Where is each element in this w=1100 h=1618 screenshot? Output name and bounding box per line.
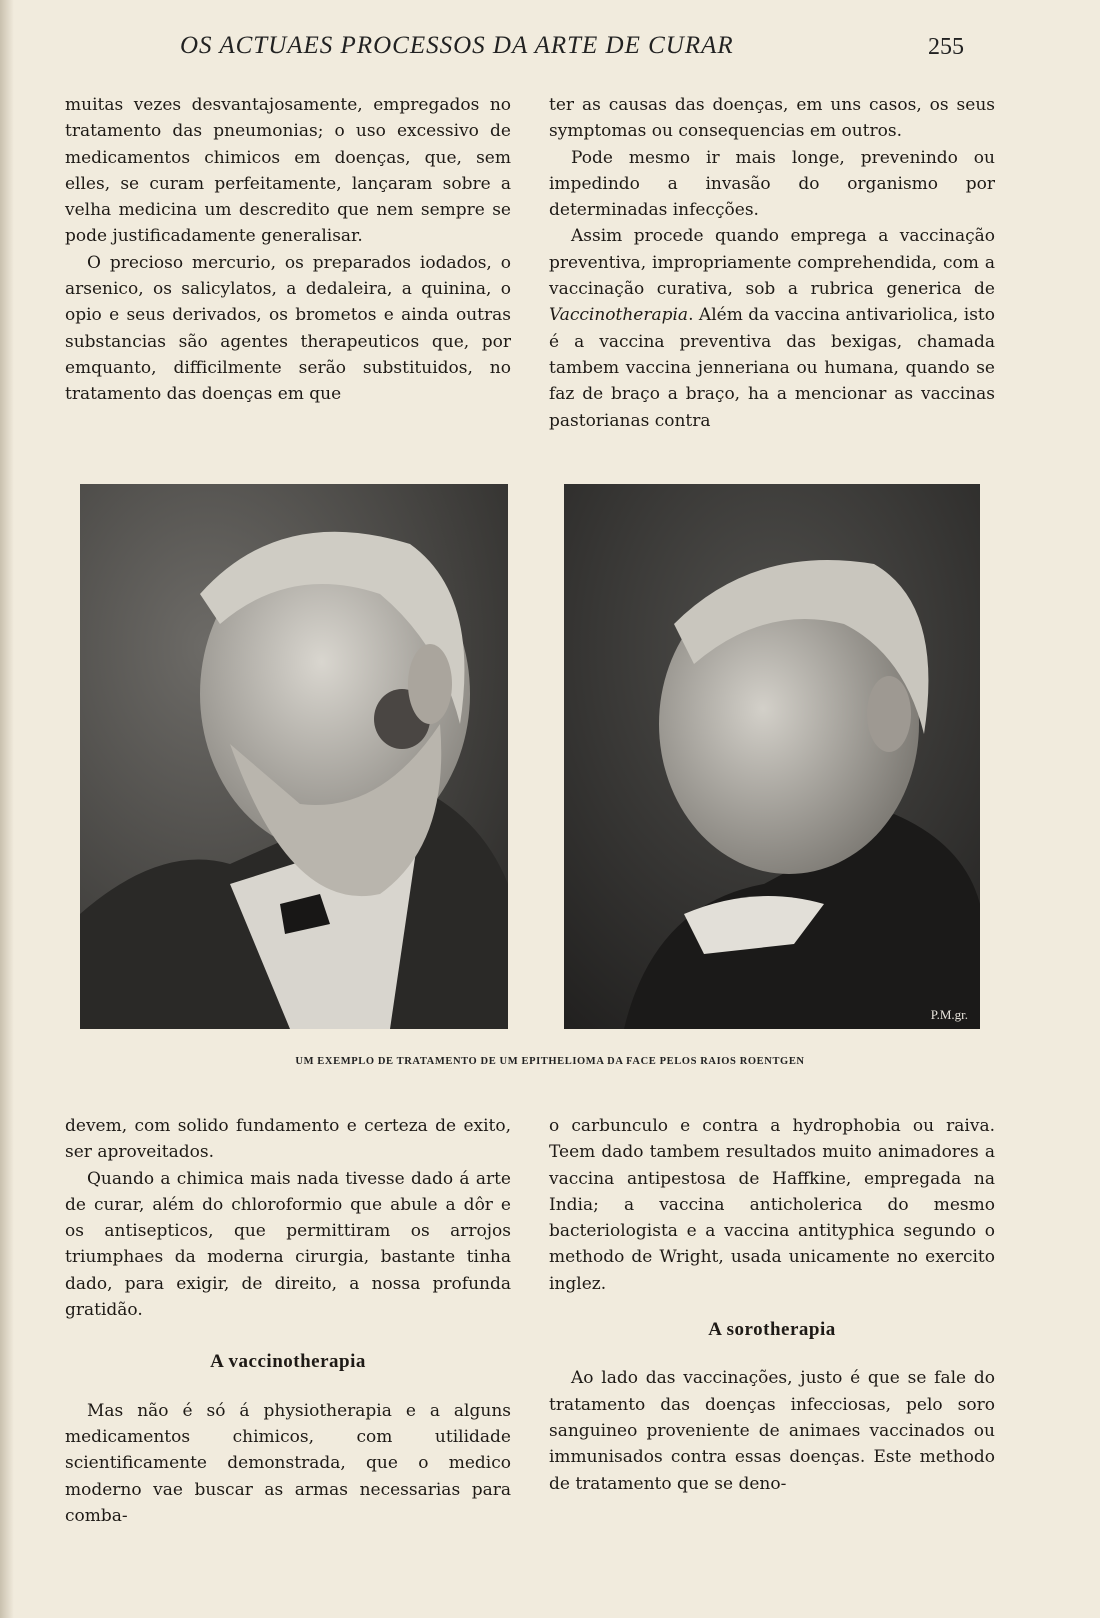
- paragraph: Ao lado das vaccinações, justo é que se fale do tratamento das doenças infecciosas, pelo soro sanguineo proveniente de animaes vaccinados ou immunisados contra essas doenças. Este methodo de tratamento que se deno-: [549, 1368, 995, 1494]
- binding-shadow: [0, 0, 14, 1618]
- section-heading: A sorotherapia: [708, 1319, 836, 1341]
- top-left-column: [65, 92, 511, 408]
- italic-term: Vaccinotherapia: [549, 305, 689, 326]
- paragraph-text: . Além da vaccina antivariolica, isto é a vaccina preventiva das bexigas, chamada tambem vaccina jenneriana ou humana, quando se faz de braço a braço, ha a mencionar as vaccinas pastorianas contra: [549, 305, 995, 431]
- section-heading: A vaccinotherapia: [210, 1351, 366, 1373]
- paragraph: ter as causas das doenças, em uns casos, os seus symptomas ou consequencias em outros.: [549, 95, 995, 142]
- paragraph: [549, 223, 995, 433]
- paragraph: devem, com solido fundamento e certeza de exito, ser aproveitados.: [65, 1116, 511, 1163]
- portrait-after-treatment: [564, 484, 980, 1029]
- paragraph-text: Assim procede quando emprega a vaccinação preventiva, impropriamente comprehendida, com a vaccinação curativa, sob a rubrica generica de: [549, 226, 995, 300]
- top-right-column: [549, 92, 995, 434]
- paragraph: muitas vezes desvantajosamente, empregados no tratamento das pneumonias; o uso excessivo de medicamentos chimicos em doenças, que, sem elles, se curam perfeitamente, lançaram sobre a velha medicina um descredito que nem sempre se pode justificadamente generalisar.: [65, 95, 511, 247]
- paragraph: Mas não é só á physiotherapia e a alguns medicamentos chimicos, com utilidade scientificamente demonstrada, que o medico moderno vae buscar as armas necessarias para comba-: [65, 1400, 511, 1526]
- paragraph: Pode mesmo ir mais longe, prevenindo ou impedindo a invasão do organismo por determinadas infecções.: [549, 147, 995, 221]
- paragraph: O precioso mercurio, os preparados iodados, o arsenico, os salicylatos, a dedaleira, a quinina, o opio e seus derivados, os brometos e ainda outras substancias são agentes therapeuticos que, por emquanto, difficilmente serão substituidos, no tratamento das doenças em que: [65, 252, 511, 405]
- running-title: OS ACTUAES PROCESSOS DA ARTE DE CURAR: [180, 32, 734, 59]
- bottom-left-column: [65, 1113, 511, 1529]
- portrait-before-treatment: [80, 484, 508, 1029]
- page-number: 255: [928, 34, 964, 60]
- engraver-mark: P.M.gr.: [930, 1007, 968, 1022]
- figure-caption: UM EXEMPLO DE TRATAMENTO DE UM EPITHELIOMA DA FACE PELOS RAIOS ROENTGEN: [295, 1056, 805, 1067]
- bottom-right-column: [549, 1113, 995, 1497]
- paragraph: o carbunculo e contra a hydrophobia ou raiva. Teem dado tambem resultados muito animadores a vaccina antipestosa de Haffkine, empregada na India; a vaccina anticholerica do mesmo bacteriologista e a vaccina antityphica segundo o methodo de Wright, usada unicamente no exercito inglez.: [549, 1116, 995, 1294]
- paragraph: Quando a chimica mais nada tivesse dado á arte de curar, além do chloroformio que abule a dôr e os antisepticos, que permittiram os arrojos triumphaes da moderna cirurgia, bastante tinha dado, para exigir, de direito, a nossa profunda gratidão.: [65, 1168, 511, 1321]
